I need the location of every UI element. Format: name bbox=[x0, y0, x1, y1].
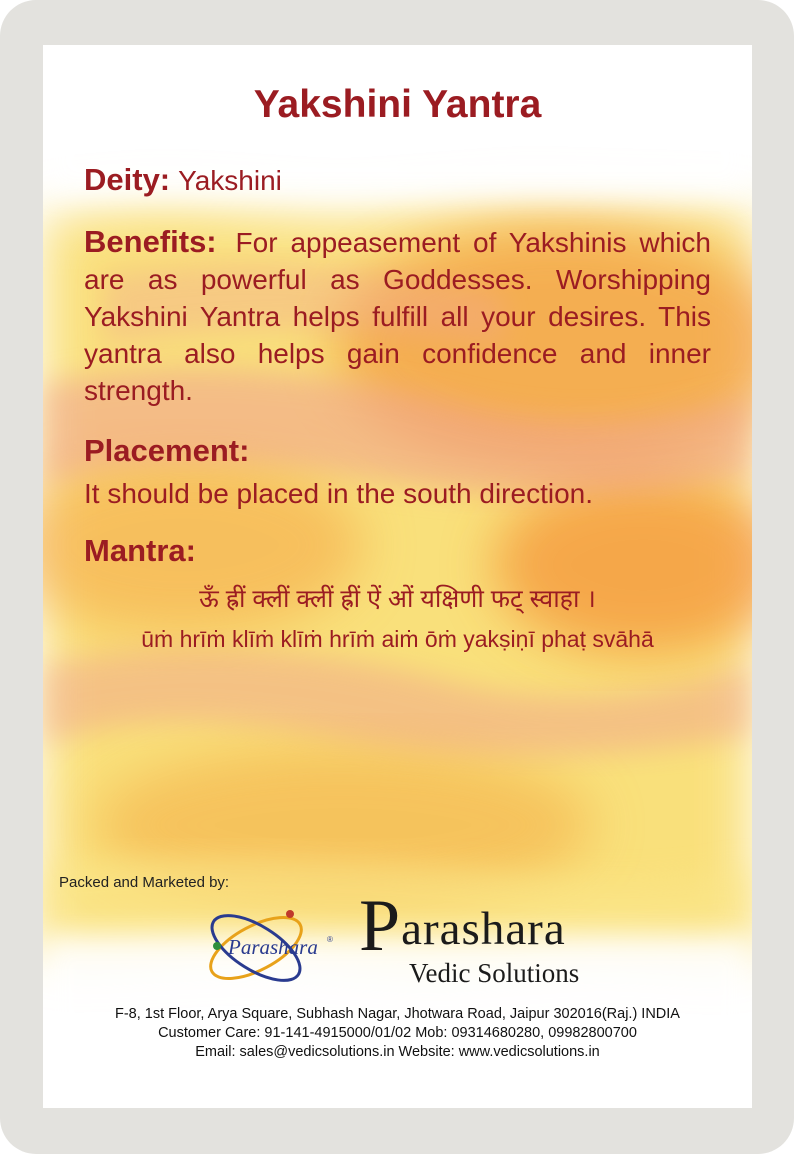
deity-value: Yakshini bbox=[178, 165, 282, 196]
packed-by-label: Packed and Marketed by: bbox=[59, 874, 230, 891]
brand-rest: arashara bbox=[401, 903, 566, 955]
brand-name bbox=[359, 885, 566, 967]
deity-row bbox=[84, 162, 714, 198]
brand-initial: P bbox=[359, 885, 402, 967]
yantra-card bbox=[43, 45, 752, 1108]
footer-address: F-8, 1st Floor, Arya Square, Subhash Nagar, Jhotwara Road, Jaipur 302016(Raj.) INDIA bbox=[115, 1006, 680, 1022]
parashara-logo-icon bbox=[200, 902, 336, 998]
benefits-paragraph bbox=[84, 223, 711, 409]
benefits-text: For appeasement of Yakshinis which are as powerful as Goddesses. Worshipping Yakshini Yantra helps fulfill all your desires. This yantra also helps gain confidence and inner strength. bbox=[84, 227, 711, 406]
brand-subtitle: Vedic Solutions bbox=[409, 958, 580, 988]
placement-label: Placement: bbox=[84, 433, 250, 468]
footer-contact: Email: sales@vedicsolutions.in Website: www.vedicsolutions.in bbox=[195, 1044, 600, 1060]
logo-wordmark: Parashara bbox=[228, 935, 318, 959]
mantra-label: Mantra: bbox=[84, 533, 196, 568]
deity-label: Deity: bbox=[84, 162, 171, 197]
logo-registered-mark: ® bbox=[327, 935, 333, 944]
benefits-label: Benefits: bbox=[84, 224, 217, 259]
placement-text: It should be placed in the south direction. bbox=[84, 478, 594, 509]
footer-customer-care: Customer Care: 91-141-4915000/01/02 Mob: 09314680280, 09982800700 bbox=[158, 1025, 637, 1041]
mantra-transliteration: ūṁ hrīṁ klīṁ klīṁ hrīṁ aiṁ ōṁ yakṣiṇī phaṭ svāhā bbox=[141, 626, 654, 652]
mantra-devanagari: ऊँ ह्रीं क्लीं क्लीं ह्रीं ऐं ओं यक्षिणी फट् स्वाहा । bbox=[199, 585, 596, 613]
page-title: Yakshini Yantra bbox=[253, 83, 542, 126]
